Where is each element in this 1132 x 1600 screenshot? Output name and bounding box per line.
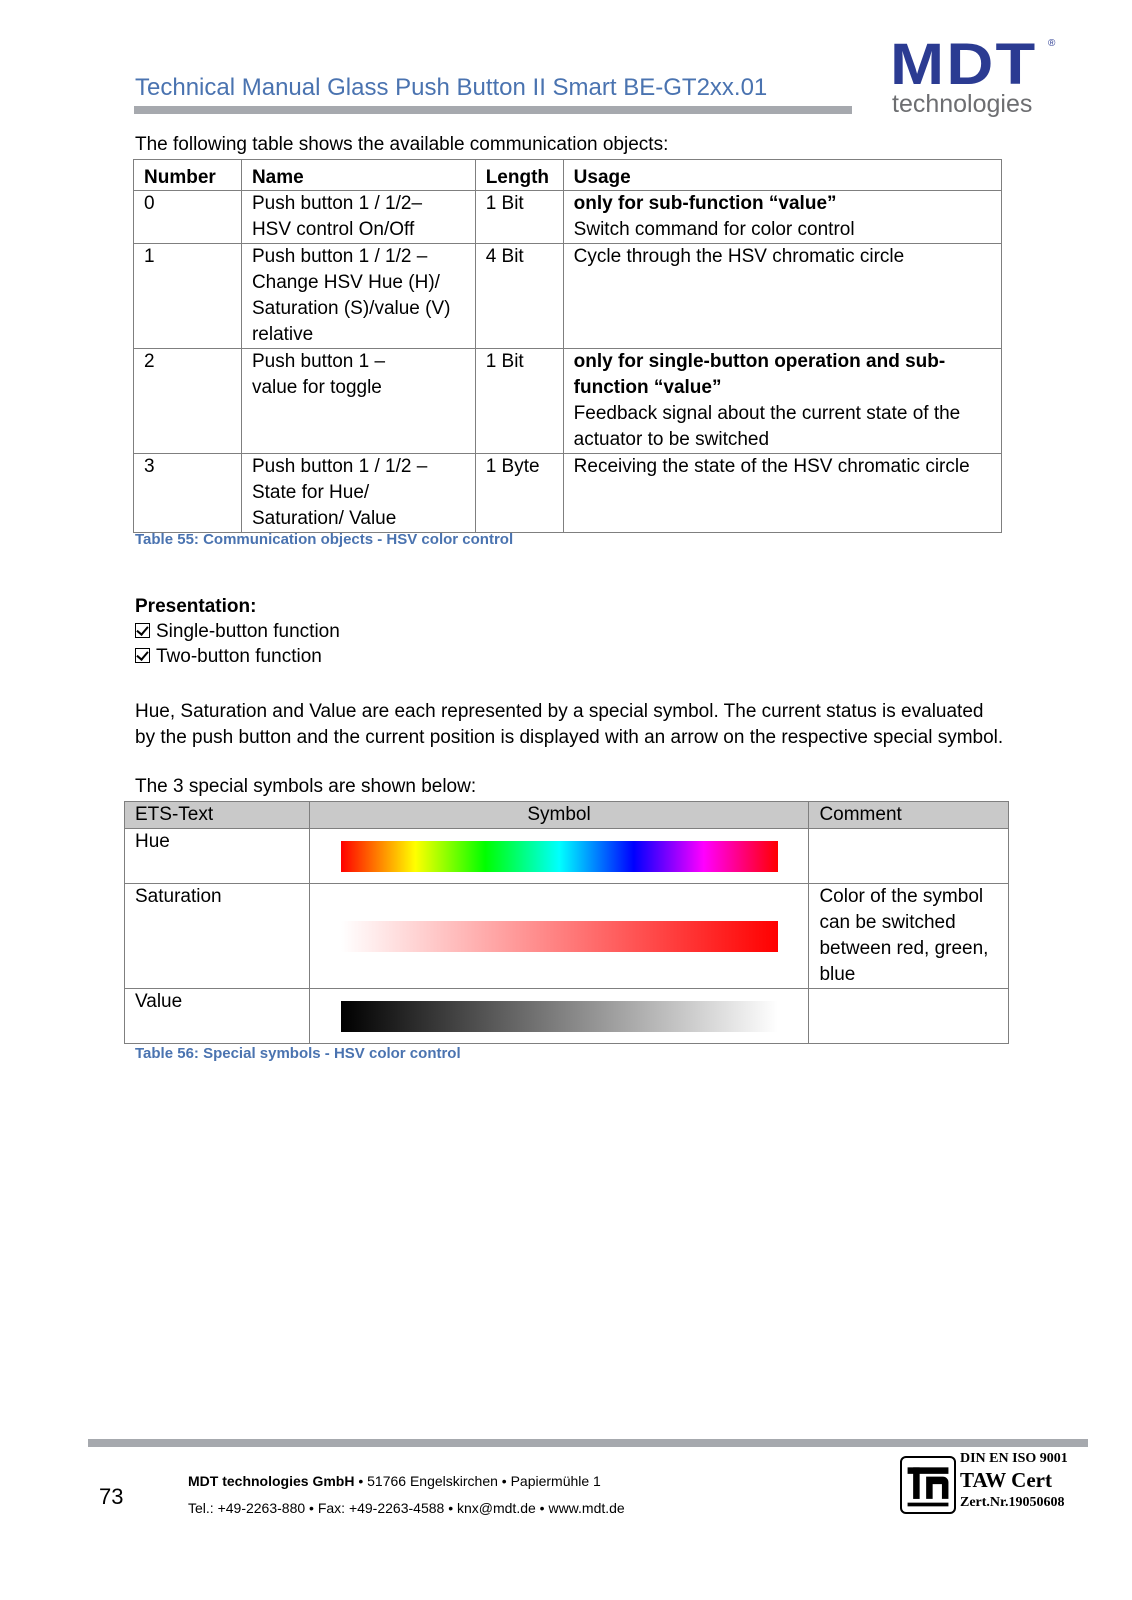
name-line: HSV control On/Off [251,219,415,240]
table-header-row [125,802,1009,829]
cell-symbol [309,989,809,1044]
table-row [125,884,1009,989]
usage-bold-line: only for sub-function “value” [573,193,837,214]
cell-ets-text: Saturation [125,884,310,989]
table-row [134,349,1002,454]
cell-usage [563,244,1001,349]
footer-contact: Tel.: +49-2263-880 • Fax: +49-2263-4588 • knx@mdt.de • www.mdt.de [188,1500,625,1516]
logo-mdt-text: MDT [890,32,1038,97]
presentation-option [135,646,322,668]
saturation-gradient-symbol [341,921,778,952]
usage-bold-line: only for single-button operation and sub- [573,351,946,372]
logo-registered-mark: ® [1048,38,1056,49]
footer-address-text: • 51766 Engelskirchen • Papiermühle 1 [354,1473,601,1489]
certification-badge [900,1451,1085,1521]
table-row [125,989,1009,1044]
header-length: Length [475,160,563,191]
cell-symbol [309,884,809,989]
usage-line: Receiving the state of the HSV chromatic circle [573,456,970,477]
table-row [134,191,1002,244]
cell-name [241,244,475,349]
usage-line: Switch command for color control [573,219,855,240]
cell-number: 2 [134,349,242,454]
taw-cert-logo-icon [900,1456,956,1514]
table-55-caption: Table 55: Communication objects - HSV color control [135,531,514,548]
table-header-row [134,160,1002,191]
page-title: Technical Manual Glass Push Button II Smart BE-GT2xx.01 [135,74,768,101]
footer-rule [88,1439,1088,1447]
name-line: Push button 1 / 1/2– [251,193,423,214]
cell-number: 1 [134,244,242,349]
footer-address [188,1473,601,1489]
cell-usage [563,454,1001,533]
cert-number-text: Zert.Nr.19050608 [960,1495,1065,1510]
symbols-intro: The 3 special symbols are shown below: [135,776,477,797]
name-line: Push button 1 / 1/2 – [251,246,428,267]
table-row [134,244,1002,349]
checked-box-icon [135,623,150,638]
name-line: Saturation/ Value [251,508,397,529]
table-row [125,829,1009,884]
header-usage: Usage [563,160,1001,191]
cell-length: 1 Bit [475,349,563,454]
cert-taw-text: TAW Cert [960,1468,1052,1492]
presentation-option [135,621,340,643]
footer-company: MDT technologies GmbH [188,1473,355,1489]
usage-bold-line: function “value” [573,377,722,398]
intro-text: The following table shows the available communication objects: [135,134,669,155]
option-label: Single-button function [156,621,340,642]
communication-objects-table [133,159,1002,533]
usage-line: Cycle through the HSV chromatic circle [573,246,905,267]
cell-usage [563,191,1001,244]
presentation-title: Presentation: [135,596,257,617]
mdt-logo [890,32,1060,122]
name-line: relative [251,324,314,345]
name-line: Saturation (S)/value (V) [251,298,451,319]
cert-iso-text: DIN EN ISO 9001 [960,1451,1068,1466]
name-line: value for toggle [251,377,382,398]
cell-usage [563,349,1001,454]
logo-technologies-text: technologies [892,90,1033,118]
cell-length: 1 Bit [475,191,563,244]
cell-name [241,454,475,533]
cell-ets-text: Hue [125,829,310,884]
name-line: Push button 1 – [251,351,386,372]
special-symbols-table [124,801,1009,1044]
name-line: State for Hue/ [251,482,370,503]
header-rule [134,106,852,114]
name-line: Push button 1 / 1/2 – [251,456,428,477]
header-number: Number [134,160,242,191]
description-paragraph: Hue, Saturation and Value are each represented by a special symbol. The current status is evaluated by the push button and the current position is displayed with an arrow on the respective special symbol. [135,701,1004,748]
cell-name [241,349,475,454]
name-line: Change HSV Hue (H)/ [251,272,440,293]
cell-symbol [309,829,809,884]
cell-length: 4 Bit [475,244,563,349]
cell-ets-text: Value [125,989,310,1044]
cell-comment: Color of the symbol can be switched between red, green, blue [809,884,1009,989]
usage-line: actuator to be switched [573,429,770,450]
table-row [134,454,1002,533]
header-comment: Comment [809,802,1009,829]
header-symbol: Symbol [309,802,809,829]
checked-box-icon [135,648,150,663]
option-label: Two-button function [156,646,322,667]
page-number: 73 [99,1484,124,1509]
table-56-caption: Table 56: Special symbols - HSV color control [135,1045,461,1062]
cell-number: 3 [134,454,242,533]
header-ets-text: ETS-Text [125,802,310,829]
cell-number: 0 [134,191,242,244]
cell-length: 1 Byte [475,454,563,533]
usage-line: Feedback signal about the current state of the [573,403,961,424]
header-name: Name [241,160,475,191]
value-gradient-symbol [341,1001,778,1032]
cell-comment [809,989,1009,1044]
cell-comment [809,829,1009,884]
cell-name [241,191,475,244]
hue-gradient-symbol [341,841,778,872]
